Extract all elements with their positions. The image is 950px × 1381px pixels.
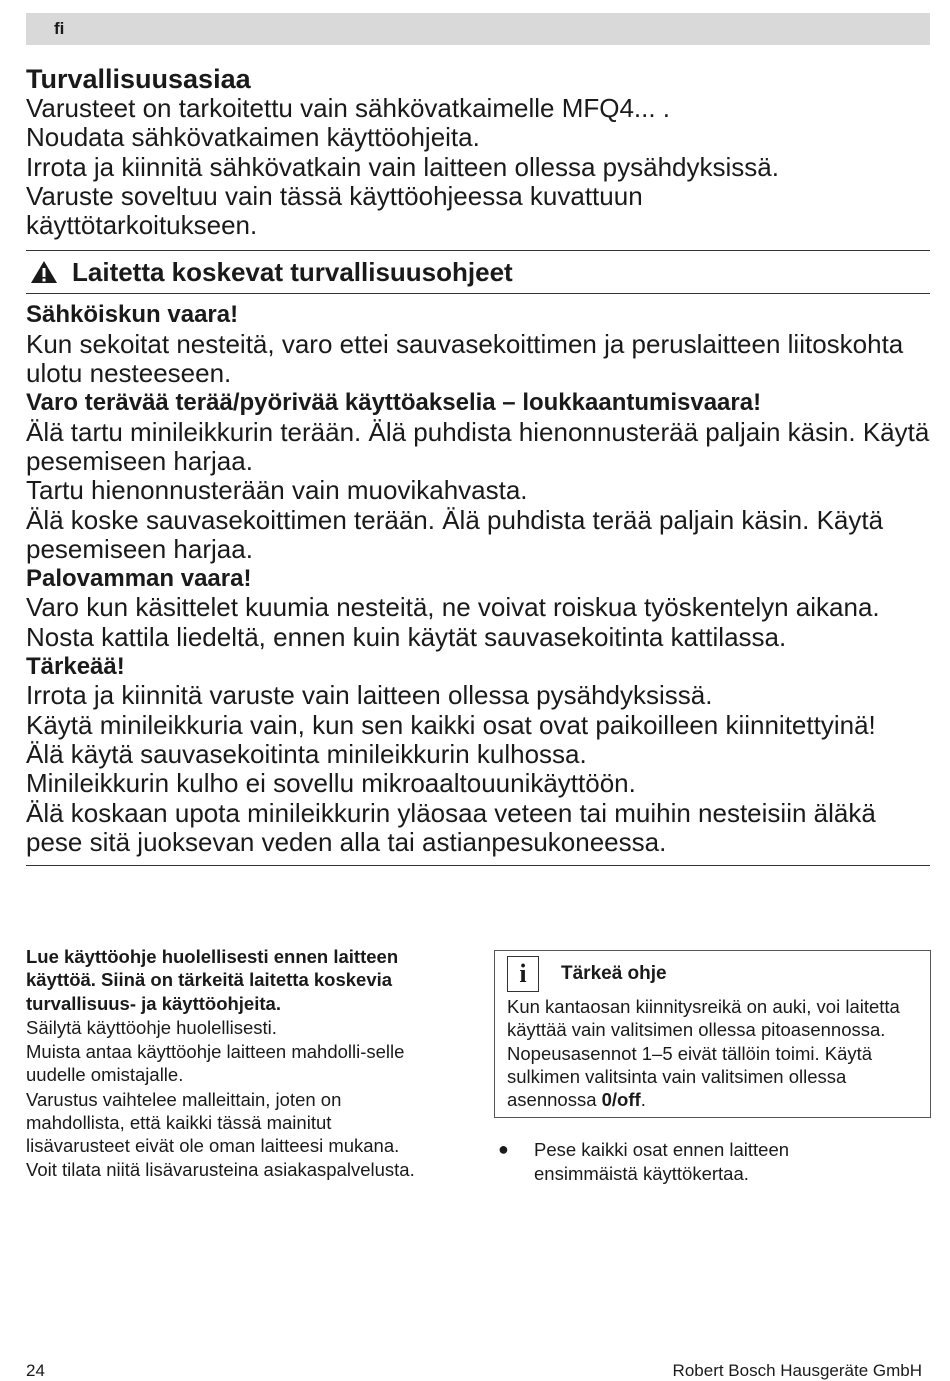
instruction-text: Nosta kattila liedeltä, ennen kuin käytät sauvasekoitinta kattilassa. xyxy=(26,621,787,652)
left-paragraph: Muista antaa käyttöohje laitteen mahdolli-selle uudelle omistajalle. xyxy=(26,1041,405,1086)
safety-line: Varusteet on tarkoitettu vain sähkövatkaimelle MFQ4... . xyxy=(26,93,671,123)
info-text-end: . xyxy=(640,1089,646,1111)
manual-intro-bold: Lue käyttöohje huolellisesti ennen laitteen käyttöä. Siinä on tärkeitä laitetta koskevia turvallisuus- ja käyttöohjeita. xyxy=(26,946,399,1014)
language-bar xyxy=(26,13,930,45)
instruction-text: Varo kun käsittelet kuumia nesteitä, ne voivat roiskua työskentelyn aikana. xyxy=(26,592,880,623)
bullet-text: Pese kaikki osat ennen laitteen ensimmäistä käyttökertaa. xyxy=(534,1139,790,1184)
instruction-text: Kun sekoitat nesteitä, varo ettei sauvasekoittimen ja peruslaitteen liitoskohta ulotu nesteeseen. xyxy=(26,328,904,389)
safety-line: Varuste soveltuu vain tässä käyttöohjeessa kuvattuun käyttötarkoitukseen. xyxy=(26,180,643,241)
instruction-text: Älä koskaan upota minileikkurin yläosaa veteen tai muihin nesteisiin äläkä pese sitä juoksevan veden alla tai astianpesukoneessa. xyxy=(26,797,876,857)
main-content xyxy=(26,64,930,866)
info-text-bold: 0/off xyxy=(601,1089,641,1111)
left-column xyxy=(26,945,446,1182)
info-text: Kun kantaosan kiinnitysreikä on auki, voi laitetta käyttää vain valitsimen ollessa pitoasennossa. Nopeusasennot 1–5 eivät tällöin toimi. Käytä sulkimen valitsinta vain valitsimen ollessa asennossa xyxy=(507,996,900,1111)
language-tag: fi xyxy=(54,19,65,38)
hazard-heading: Varo terävää terää/pyörivää käyttöakselia – loukkaantumisvaara! xyxy=(26,389,762,417)
hazard-heading: Sähköiskun vaara! xyxy=(26,301,239,329)
info-icon: i xyxy=(507,956,539,992)
section-title-safety: Turvallisuusasiaa xyxy=(26,64,251,94)
bullet-dot-icon: ● xyxy=(498,1139,509,1160)
right-column xyxy=(494,950,931,1185)
instruction-text: Tartu hienonnusterään vain muovikahvasta. xyxy=(26,475,528,506)
left-paragraph: Säilytä käyttöohje huolellisesti. xyxy=(26,1016,277,1038)
warning-heading xyxy=(26,251,930,293)
info-box-text xyxy=(507,995,918,1111)
divider xyxy=(26,865,930,866)
safety-line: Irrota ja kiinnitä sähkövatkain vain laitteen ollessa pysähdyksissä. xyxy=(26,151,779,182)
instruction-text: Minileikkurin kulho ei sovellu mikroaaltouunikäyttöön. xyxy=(26,768,636,799)
warning-triangle-icon xyxy=(30,260,58,284)
info-box-header xyxy=(507,955,918,993)
info-box-title: Tärkeä ohje xyxy=(561,963,667,985)
instruction-text: Älä koske sauvasekoittimen terään. Älä puhdista terää paljain käsin. Käytä pesemiseen harjaa. xyxy=(26,504,884,564)
instruction-text: Älä tartu minileikkurin terään. Älä puhdista hienonnusterää paljain käsin. Käytä pesemiseen harjaa. xyxy=(26,416,930,476)
left-paragraph: Varustus vaihtelee malleittain, joten on mahdollista, että kaikki tässä mainitut lisävarusteet eivät ole oman laitteesi mukana. Voit tilata niitä lisävarusteina asiakaspalvelusta. xyxy=(26,1088,415,1180)
safety-line: Noudata sähkövatkaimen käyttöohjeita. xyxy=(26,122,480,153)
bullet-item xyxy=(494,1138,931,1185)
hazard-heading: Tärkeää! xyxy=(26,653,125,681)
instruction-text: Älä käytä sauvasekoitinta minileikkurin kulhossa. xyxy=(26,738,587,769)
warning-heading-text: Laitetta koskevat turvallisuusohjeet xyxy=(72,256,513,287)
safety-instructions xyxy=(26,300,930,857)
hazard-heading: Palovamman vaara! xyxy=(26,565,252,593)
page-number: 24 xyxy=(26,1361,45,1380)
instruction-text: Irrota ja kiinnitä varuste vain laitteen ollessa pysähdyksissä. xyxy=(26,680,713,711)
footer-company: Robert Bosch Hausgeräte GmbH xyxy=(672,1361,922,1380)
instruction-text: Käytä minileikkuria vain, kun sen kaikki osat ovat paikoilleen kiinnitettyinä! xyxy=(26,709,876,740)
divider xyxy=(26,293,930,294)
info-box xyxy=(494,950,931,1118)
